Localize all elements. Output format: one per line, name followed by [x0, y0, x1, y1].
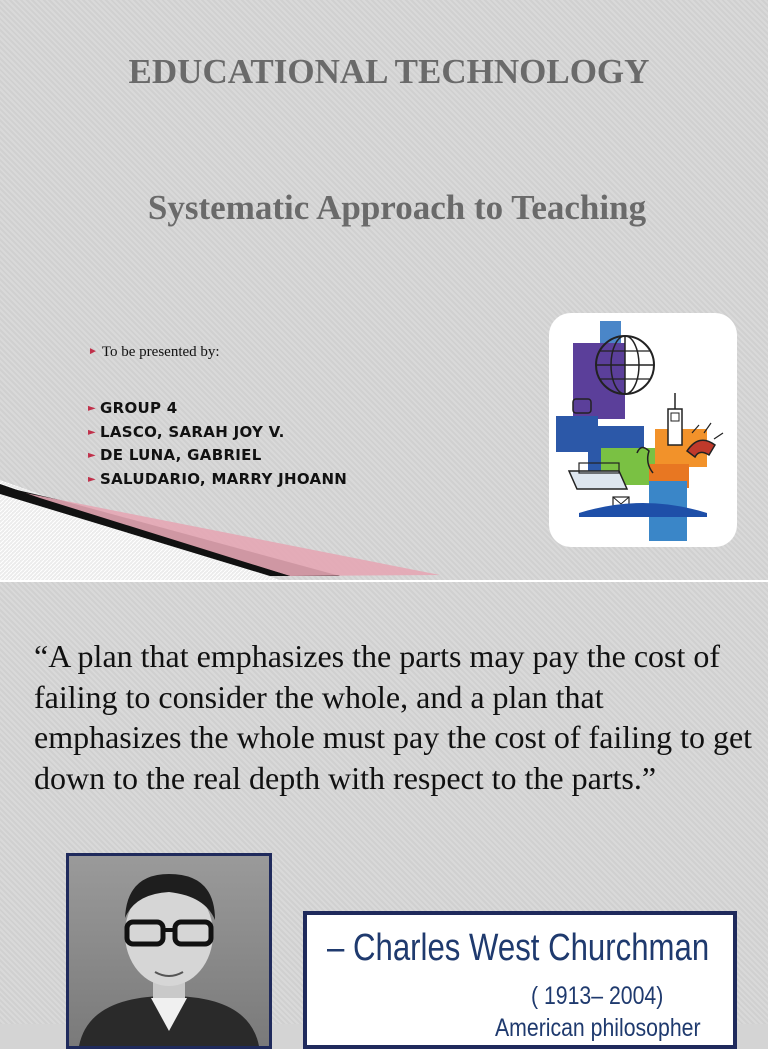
list-item: ► LASCO, SARAH JOY V. [88, 422, 285, 441]
list-item: ► SALUDARIO, MARRY JHOANN [88, 469, 348, 488]
portrait-photo [66, 853, 272, 1049]
bullet-icon: ► [88, 346, 98, 357]
portrait-illustration [69, 856, 269, 1046]
presenter-label [88, 344, 220, 361]
attribution-box [303, 911, 737, 1049]
slide-title: EDUCATIONAL TECHNOLOGY [128, 52, 650, 91]
bullet-icon: ► [88, 403, 96, 414]
attribution-name: – Charles West Churchman [327, 927, 710, 969]
list-item: ► DE LUNA, GABRIEL [88, 446, 262, 464]
attribution-years: ( 1913– 2004) [531, 982, 664, 1010]
slide-subtitle: Systematic Approach to Teaching [147, 188, 647, 227]
bullet-icon: ► [88, 473, 96, 485]
attribution-description: American philosopher [495, 1014, 701, 1042]
presenter-label-text: To be presented by: [101, 344, 220, 360]
bullet-icon: ► [88, 450, 96, 461]
member-list [88, 397, 347, 491]
quote-text: “A plan that emphasizes the parts may pay the cost of failing to consider the whole, and a plan that emphasizes the whole must pay the cost of failing to get down to the real depth with respect to the parts.” [34, 638, 753, 796]
bullet-icon: ► [88, 426, 96, 438]
clipart-image [549, 313, 737, 547]
list-item: ► GROUP 4 [88, 399, 178, 417]
technology-collage-clipart [549, 313, 737, 547]
decorative-wedge [0, 480, 480, 580]
